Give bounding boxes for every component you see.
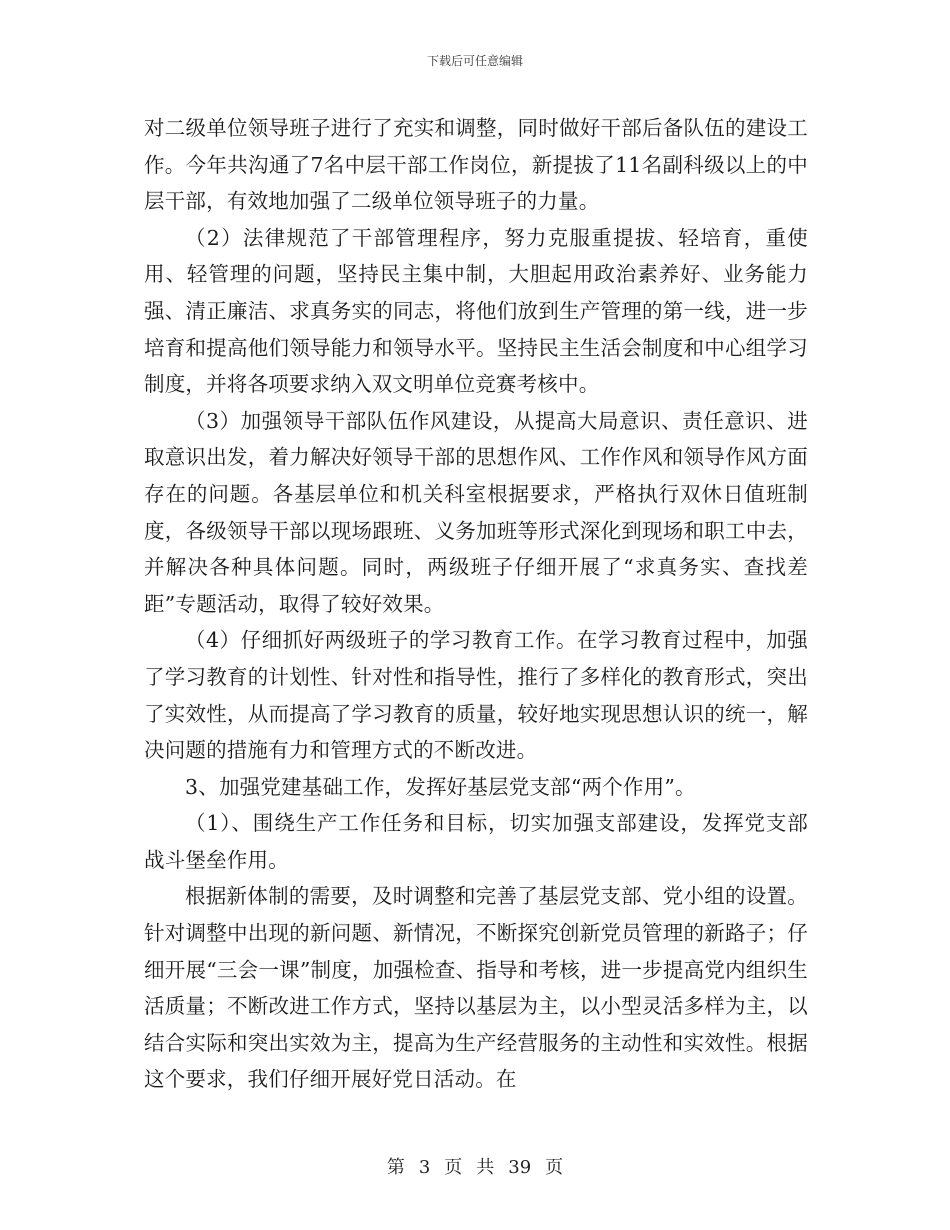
footer-page-word: 页 [444,1157,463,1178]
footer-prefix: 第 [386,1157,405,1178]
paragraph: （1）、围绕生产工作任务和目标，切实加强支部建设，发挥党支部战斗堡垒作用。 [144,811,808,872]
total-pages: 39 [508,1157,532,1178]
paragraph: 3、加强党建基础工作，发挥好基层党支部“两个作用”。 [185,774,696,799]
footer-total-word: 共 [476,1157,495,1178]
page-number: 3 [418,1157,431,1178]
page-header: 下载后可任意编辑 [426,54,523,68]
paragraph: （4）仔细抓好两级班子的学习教育工作。在学习教育过程中，加强了学习教育的计划性、针对性和指导性，推行了多样化的教育形式，突出了实效性，从而提高了学习教育的质量，较好地实现思想认识的统一，解决问题的措施有力和管理方式的不断改进。 [144,628,808,763]
paragraph: （3）加强领导干部队伍作风建设，从提高大局意识、责任意识、进取意识出发，着力解决好领导干部的思想作风、工作作风和领导作风方面存在的问题。各基层单位和机关科室根据要求，严格执行双休日值班制度，各级领导干部以现场跟班、义务加班等形式深化到现场和职工中去，并解决各种具体问题。同时，两级班子仔细开展了“求真务实、查找差距”专题活动，取得了较好效果。 [144,408,808,616]
paragraph: 根据新体制的需要，及时调整和完善了基层党支部、党小组的设置。针对调整中出现的新问题、新情况，不断探究创新党员管理的新路子；仔细开展“三会一课”制度，加强检查、指导和考核，进一步提高党内组织生活质量；不断改进工作方式，坚持以基层为主，以小型灵活多样为主，以结合实际和突出实效为主，提高为生产经营服务的主动性和实效性。根据这个要求，我们仔细开展好党日活动。在 [144,884,808,1092]
document-body [144,110,808,1098]
paragraph: 对二级单位领导班子进行了充实和调整，同时做好干部后备队伍的建设工作。今年共沟通了7名中层干部工作岗位，新提拔了11名副科级以上的中层干部，有效地加强了二级单位领导班子的力量。 [144,116,808,214]
page-footer [0,1153,950,1179]
footer-suffix: 页 [545,1157,564,1178]
paragraph: （2）法律规范了干部管理程序，努力克服重提拔、轻培育，重使用、轻管理的问题，坚持民主集中制，大胆起用政治素养好、业务能力强、清正廉洁、求真务实的同志，将他们放到生产管理的第一线，进一步培育和提高他们领导能力和领导水平。坚持民主生活会制度和中心组学习制度，并将各项要求纳入双文明单位竞赛考核中。 [144,225,808,397]
